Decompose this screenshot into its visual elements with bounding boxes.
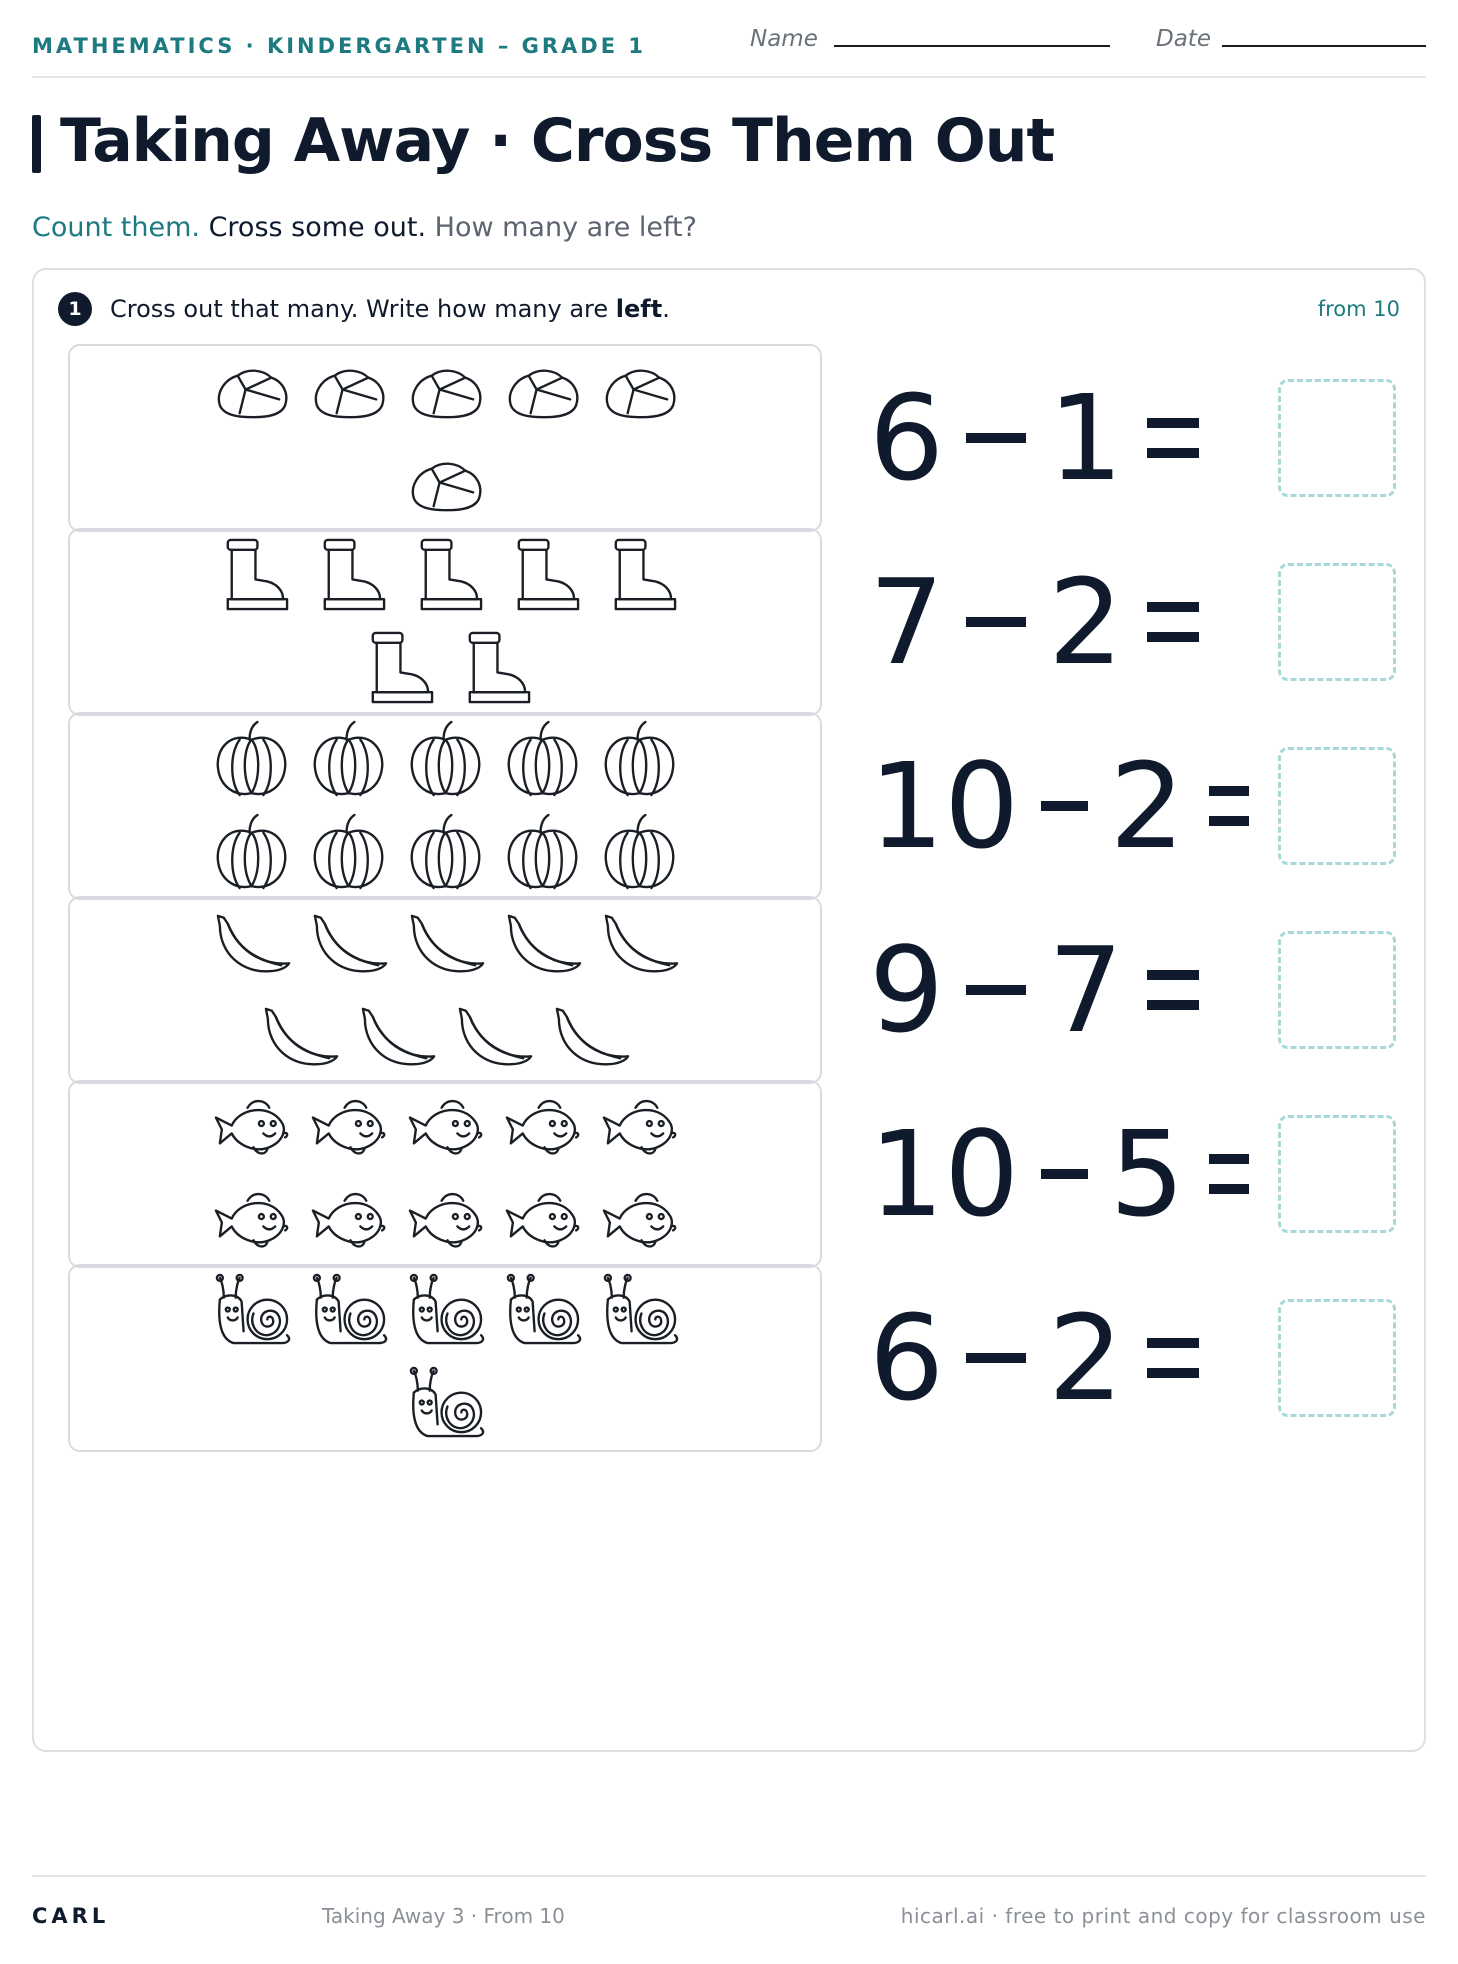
rock-icon[interactable] bbox=[404, 443, 487, 526]
picture-row bbox=[355, 627, 535, 710]
minuend: 9 bbox=[869, 921, 945, 1059]
pumpkin-icon[interactable] bbox=[598, 811, 681, 894]
fish-icon[interactable] bbox=[210, 1179, 293, 1262]
date-label: Date bbox=[1156, 26, 1211, 52]
subtitle-cross: Cross some out. bbox=[208, 212, 427, 243]
fish-icon[interactable] bbox=[404, 1086, 487, 1169]
boot-icon[interactable] bbox=[404, 534, 487, 617]
equals-sign bbox=[1147, 1338, 1199, 1378]
pumpkin-icon[interactable] bbox=[404, 811, 487, 894]
picture-box[interactable] bbox=[68, 344, 822, 532]
rock-icon[interactable] bbox=[598, 350, 681, 433]
picture-box[interactable] bbox=[68, 712, 822, 900]
boot-icon[interactable] bbox=[210, 534, 293, 617]
minuend: 7 bbox=[869, 553, 945, 691]
picture-row bbox=[210, 811, 681, 894]
banana-icon[interactable] bbox=[501, 902, 584, 985]
subtrahend: 5 bbox=[1109, 1105, 1185, 1243]
rock-icon[interactable] bbox=[210, 350, 293, 433]
rock-icon[interactable] bbox=[501, 350, 584, 433]
banana-icon[interactable] bbox=[210, 902, 293, 985]
date-write-line[interactable] bbox=[1222, 45, 1426, 47]
picture-group bbox=[70, 1266, 820, 1450]
snail-icon[interactable] bbox=[598, 1270, 681, 1353]
picture-row bbox=[404, 1363, 487, 1446]
fish-icon[interactable] bbox=[598, 1086, 681, 1169]
equals-sign bbox=[1209, 1154, 1249, 1194]
fish-icon[interactable] bbox=[598, 1179, 681, 1262]
rock-icon[interactable] bbox=[307, 350, 390, 433]
equals-sign bbox=[1147, 602, 1199, 642]
minus-sign bbox=[966, 985, 1026, 995]
name-label: Name bbox=[750, 26, 818, 52]
subtrahend: 2 bbox=[1048, 1289, 1124, 1427]
subtrahend: 2 bbox=[1109, 737, 1185, 875]
fish-icon[interactable] bbox=[307, 1179, 390, 1262]
equals-sign bbox=[1147, 970, 1199, 1010]
page-header bbox=[32, 26, 1426, 78]
picture-box[interactable] bbox=[68, 1080, 822, 1268]
pumpkin-icon[interactable] bbox=[404, 718, 487, 801]
footer-worksheet-name: Taking Away 3 · From 10 bbox=[322, 1904, 565, 1928]
minus-sign bbox=[1041, 801, 1087, 811]
picture-group bbox=[70, 714, 820, 898]
question-card bbox=[32, 268, 1426, 1752]
name-write-line[interactable] bbox=[834, 45, 1110, 47]
fish-icon[interactable] bbox=[501, 1179, 584, 1262]
banana-icon[interactable] bbox=[452, 995, 535, 1078]
minuend: 10 bbox=[869, 1105, 1020, 1243]
picture-group bbox=[70, 346, 820, 530]
subtitle-count: Count them. bbox=[32, 212, 200, 243]
subject-label: MATHEMATICS · KINDERGARTEN – GRADE 1 bbox=[32, 34, 646, 58]
pumpkin-icon[interactable] bbox=[307, 718, 390, 801]
subtraction-equation bbox=[869, 1264, 1249, 1452]
picture-row bbox=[210, 902, 681, 985]
snail-icon[interactable] bbox=[307, 1270, 390, 1353]
subtraction-equation bbox=[869, 896, 1249, 1084]
answer-box[interactable] bbox=[1278, 931, 1396, 1049]
minuend: 10 bbox=[869, 737, 1020, 875]
subtraction-equation bbox=[869, 712, 1249, 900]
page-subtitle bbox=[32, 212, 697, 243]
rock-icon[interactable] bbox=[404, 350, 487, 433]
subtrahend: 1 bbox=[1048, 369, 1124, 507]
title-accent-bar bbox=[32, 115, 41, 173]
snail-icon[interactable] bbox=[404, 1363, 487, 1446]
answer-box[interactable] bbox=[1278, 1115, 1396, 1233]
picture-row bbox=[258, 995, 632, 1078]
minuend: 6 bbox=[869, 369, 945, 507]
range-tag: from 10 bbox=[1317, 297, 1400, 321]
footer-credit: hicarl.ai · free to print and copy for classroom use bbox=[900, 1904, 1426, 1928]
instruction-emphasis: left bbox=[615, 295, 663, 323]
pumpkin-icon[interactable] bbox=[598, 718, 681, 801]
picture-row bbox=[404, 443, 487, 526]
fish-icon[interactable] bbox=[404, 1179, 487, 1262]
minus-sign bbox=[966, 617, 1026, 627]
picture-box[interactable] bbox=[68, 896, 822, 1084]
minus-sign bbox=[966, 1353, 1026, 1363]
subtraction-equation bbox=[869, 344, 1249, 532]
picture-row bbox=[210, 718, 681, 801]
question-number-badge: 1 bbox=[58, 292, 92, 326]
picture-group bbox=[70, 530, 820, 714]
picture-row bbox=[210, 350, 681, 433]
equals-sign bbox=[1147, 418, 1199, 458]
answer-box[interactable] bbox=[1278, 563, 1396, 681]
snail-icon[interactable] bbox=[210, 1270, 293, 1353]
fish-icon[interactable] bbox=[210, 1086, 293, 1169]
instruction-text: Cross out that many. Write how many are bbox=[110, 295, 616, 323]
minus-sign bbox=[966, 433, 1026, 443]
picture-box[interactable] bbox=[68, 528, 822, 716]
picture-row bbox=[210, 534, 681, 617]
banana-icon[interactable] bbox=[307, 902, 390, 985]
boot-icon[interactable] bbox=[501, 534, 584, 617]
picture-row bbox=[210, 1179, 681, 1262]
picture-group bbox=[70, 1082, 820, 1266]
footer-brand: CARL bbox=[32, 1904, 110, 1928]
picture-box[interactable] bbox=[68, 1264, 822, 1452]
banana-icon[interactable] bbox=[598, 902, 681, 985]
subtrahend: 7 bbox=[1048, 921, 1124, 1059]
boot-icon[interactable] bbox=[452, 627, 535, 710]
equals-sign bbox=[1209, 786, 1249, 826]
boot-icon[interactable] bbox=[598, 534, 681, 617]
pumpkin-icon[interactable] bbox=[210, 811, 293, 894]
pumpkin-icon[interactable] bbox=[501, 718, 584, 801]
snail-icon[interactable] bbox=[501, 1270, 584, 1353]
snail-icon[interactable] bbox=[404, 1270, 487, 1353]
answer-box[interactable] bbox=[1278, 379, 1396, 497]
fish-icon[interactable] bbox=[501, 1086, 584, 1169]
answer-box[interactable] bbox=[1278, 1299, 1396, 1417]
boot-icon[interactable] bbox=[355, 627, 438, 710]
banana-icon[interactable] bbox=[258, 995, 341, 1078]
question-instruction bbox=[110, 292, 670, 326]
picture-row bbox=[210, 1270, 681, 1353]
subtraction-equation bbox=[869, 1080, 1249, 1268]
instruction-period: . bbox=[662, 295, 670, 323]
pumpkin-icon[interactable] bbox=[501, 811, 584, 894]
picture-group bbox=[70, 898, 820, 1082]
minus-sign bbox=[1041, 1169, 1087, 1179]
banana-icon[interactable] bbox=[404, 902, 487, 985]
subtrahend: 2 bbox=[1048, 553, 1124, 691]
pumpkin-icon[interactable] bbox=[210, 718, 293, 801]
subtraction-equation bbox=[869, 528, 1249, 716]
picture-row bbox=[210, 1086, 681, 1169]
banana-icon[interactable] bbox=[549, 995, 632, 1078]
minuend: 6 bbox=[869, 1289, 945, 1427]
fish-icon[interactable] bbox=[307, 1086, 390, 1169]
pumpkin-icon[interactable] bbox=[307, 811, 390, 894]
boot-icon[interactable] bbox=[307, 534, 390, 617]
subtitle-left: How many are left? bbox=[434, 212, 697, 243]
page-title: Taking Away · Cross Them Out bbox=[60, 106, 1055, 176]
footer-divider bbox=[32, 1875, 1426, 1877]
answer-box[interactable] bbox=[1278, 747, 1396, 865]
banana-icon[interactable] bbox=[355, 995, 438, 1078]
